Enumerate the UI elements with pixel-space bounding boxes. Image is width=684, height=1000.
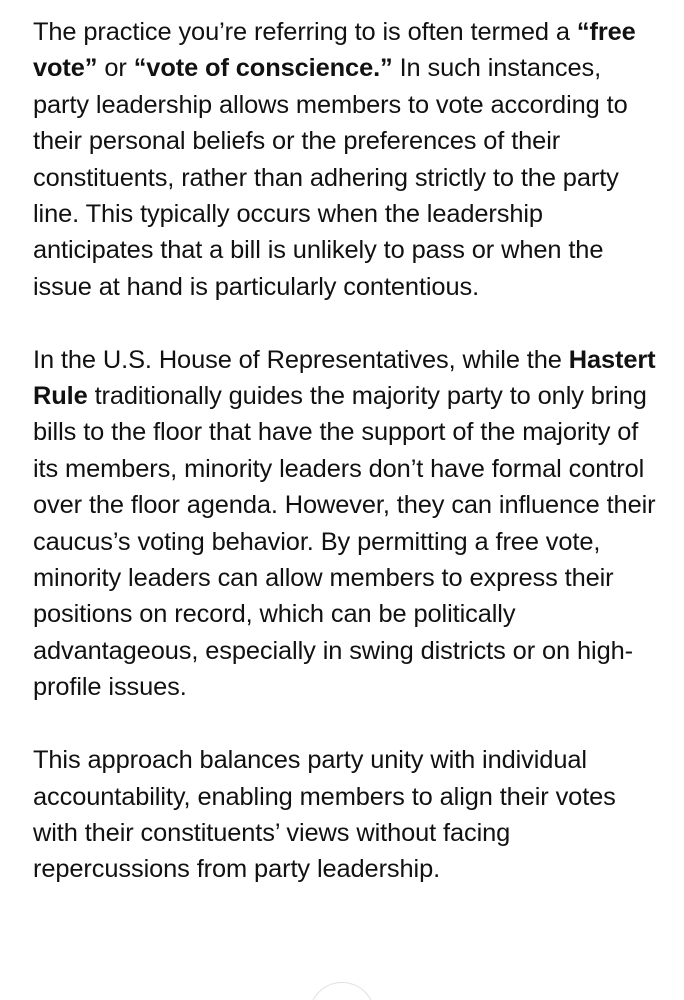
paragraph-text: traditionally guides the majority party to only bring bills to the floor that have the support of the majority of its members, minority leaders don’t have formal control over the floor agenda. However, they can influence their caucus’s voting behavior. By permitting a free vote, minority leaders can allow members to express their positions on record, which can be politically advantageous, especially in swing districts or on high-profile issues. <box>33 382 656 702</box>
paragraph-text: In such instances, party leadership allows members to vote according to their personal beliefs or the preferences of their constituents, rather than adhering strictly to the party line. This typically occurs when the leadership anticipates that a bill is unlikely to pass or when the issue at hand is particularly contentious. <box>33 54 628 301</box>
scroll-down-button[interactable] <box>309 982 375 1000</box>
message-paragraph <box>33 14 663 305</box>
paragraph-text: The practice you’re referring to is often termed a <box>33 18 577 46</box>
paragraph-text: In the U.S. House of Representatives, while the <box>33 345 569 374</box>
assistant-message <box>33 14 663 924</box>
message-paragraph <box>33 342 663 706</box>
paragraph-text: or <box>97 54 134 83</box>
paragraph-text: This approach balances party unity with individual accountability, enabling members to align their votes with their constituents’ views without facing repercussions from party leadership. <box>33 746 616 884</box>
term-free-vote: “free vote” <box>33 18 636 83</box>
term-hastert-rule: Hastert Rule <box>33 345 656 411</box>
message-paragraph <box>33 742 663 888</box>
term-vote-of-conscience: “vote of conscience.” <box>133 54 393 83</box>
